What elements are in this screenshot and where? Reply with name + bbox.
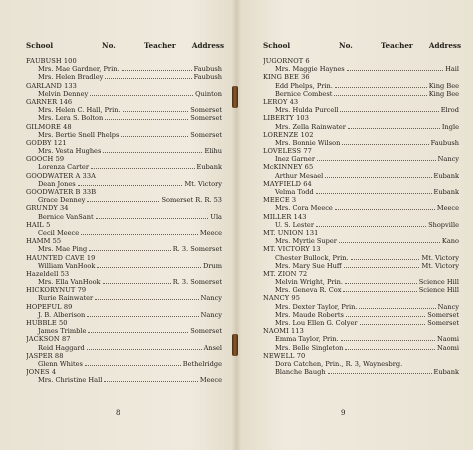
teacher-row [26, 311, 222, 319]
teacher-address: R. 3. Somerset [172, 278, 222, 287]
header-no: No. [339, 41, 353, 50]
teacher-name: James Trimble [38, 327, 87, 336]
teacher-row [26, 106, 222, 114]
teacher-name: Chester Bullock, Prin. [275, 253, 349, 262]
school-name: KING BEE 36 [263, 73, 310, 82]
teacher-name: Arthur Mesael [275, 171, 324, 180]
header-address: Address [191, 41, 224, 50]
school-entry [26, 155, 222, 171]
teacher-row [26, 196, 222, 204]
teacher-name: William VanHook [38, 261, 96, 270]
header-school: School [26, 41, 54, 50]
dot-leader [87, 344, 202, 350]
school-entry [263, 294, 459, 327]
dot-leader [340, 106, 438, 112]
teacher-row [263, 311, 459, 319]
header-school: School [263, 41, 291, 50]
teacher-name: Mrs. Geneva R. Cox [275, 286, 342, 295]
school-name: GOOCH 59 [26, 155, 65, 164]
school-name: JUGORNOT 6 [263, 57, 310, 65]
dot-leader [104, 376, 198, 382]
school-entry [26, 221, 222, 237]
teacher-row [263, 262, 459, 270]
school-name: HUBBLE 50 [26, 319, 68, 327]
teacher-address: Ula [210, 212, 222, 221]
school-entry [26, 188, 222, 204]
teacher-address: Eubank [433, 188, 459, 196]
teacher-name: Dean Jones [38, 179, 76, 188]
teacher-name: Mrs. Dexter Taylor, Prin. [275, 302, 358, 311]
teacher-address: Somerset R. R. 53 [161, 196, 222, 205]
school-name: MAYFIELD 64 [263, 179, 312, 188]
header-no: No. [102, 41, 116, 50]
school-name: GODBY 121 [26, 138, 67, 147]
dot-leader [87, 311, 198, 317]
teacher-name: Mrs. Cora Meece [275, 204, 333, 213]
teacher-address: R. 3. Somerset [172, 245, 222, 254]
teacher-address: Elihu [204, 147, 222, 156]
teacher-row [26, 73, 222, 81]
teacher-name: Mrs. Lou Ellen G. Colyer [275, 319, 358, 327]
dot-leader [347, 65, 443, 71]
dot-leader [345, 278, 417, 284]
school-entry [26, 139, 222, 155]
dot-leader [325, 172, 431, 178]
teacher-name: Rurie Rainwater [38, 294, 94, 303]
school-list [26, 57, 222, 385]
teacher-name: Grace Denney [38, 196, 86, 205]
teacher-address: Mt. Victory [421, 261, 459, 270]
dot-leader [123, 106, 189, 112]
teacher-row [26, 147, 222, 155]
teacher-name: J. B. Alberison [38, 310, 86, 319]
teacher-row [263, 286, 459, 294]
teacher-row [263, 221, 459, 229]
school-name: Hazeldell 53 [26, 269, 70, 278]
dot-leader [103, 278, 171, 284]
teacher-name: Edd Phelps, Prin. [275, 81, 333, 90]
school-entry [263, 229, 459, 245]
dot-leader [78, 180, 183, 186]
teacher-row [263, 155, 459, 163]
teacher-address: Somerset [190, 106, 222, 115]
teacher-row [26, 131, 222, 139]
teacher-name: Mrs. Mae Gardner, Prin. [38, 65, 120, 74]
school-entry [263, 245, 459, 270]
school-name: NEWELL 70 [263, 351, 306, 360]
dot-leader [122, 65, 192, 71]
dot-leader [317, 155, 436, 161]
school-name: GILMORE 48 [26, 122, 72, 131]
teacher-name: Bernice Combest [275, 89, 333, 98]
school-name: HAMM 55 [26, 237, 62, 246]
school-name: GARLAND 133 [26, 81, 77, 90]
school-entry [26, 57, 222, 82]
teacher-row [26, 114, 222, 122]
dot-leader [343, 286, 416, 292]
school-entry [26, 172, 222, 188]
teacher-name: Mrs. Helen C. Hall, Prin. [38, 106, 121, 115]
dot-leader [351, 254, 420, 260]
school-name: GOODWATER B 33B [26, 188, 97, 196]
school-entry [26, 254, 222, 270]
teacher-row [263, 65, 459, 73]
dot-leader [359, 303, 435, 309]
school-entry [26, 286, 222, 302]
school-entry [26, 368, 222, 384]
school-name: NANCY 95 [263, 294, 300, 303]
teacher-name: Mrs. Zella Rainwater [275, 122, 346, 131]
school-name: NAOMI 113 [263, 327, 304, 336]
teacher-name: Melvin Wright, Prin. [275, 278, 344, 287]
teacher-name: Mrs. Ella VanHook [38, 278, 101, 287]
teacher-row [26, 163, 222, 171]
teacher-address: Nancy [200, 294, 222, 303]
teacher-row [263, 254, 459, 262]
teacher-address: Naomi [436, 335, 459, 344]
teacher-row [263, 360, 459, 368]
teacher-row [26, 262, 222, 270]
header-teacher: Teacher [144, 41, 176, 50]
teacher-address: Eubank [196, 163, 222, 172]
teacher-row [26, 360, 222, 368]
teacher-address: Somerset [190, 327, 222, 336]
school-name: MT. VICTORY 13 [263, 245, 321, 254]
page-number: 8 [116, 409, 121, 417]
dot-leader [97, 262, 201, 268]
teacher-name: Mrs. Maude Roberts [275, 310, 344, 319]
school-entry [263, 180, 459, 196]
school-entry [26, 82, 222, 98]
left-page [0, 0, 236, 450]
teacher-name: Blanche Baugh [275, 368, 326, 377]
teacher-address: Mt. Victory [184, 179, 222, 188]
dot-leader [316, 221, 426, 227]
school-entry [263, 131, 459, 147]
teacher-row [26, 229, 222, 237]
school-name: JONES 4 [26, 368, 57, 377]
teacher-row [263, 278, 459, 286]
dot-leader [85, 360, 181, 366]
teacher-row [26, 344, 222, 352]
teacher-name: Melvin Denney [38, 89, 89, 98]
teacher-name: Mrs. Belle Singleton [275, 343, 344, 352]
school-name: MILLER 143 [263, 212, 307, 221]
teacher-name: Velma Todd [275, 188, 314, 196]
teacher-row [263, 335, 459, 343]
school-name: HICKORYNUT 79 [26, 286, 87, 295]
dot-leader [89, 245, 171, 251]
school-name: HAUNTED CAVE 19 [26, 253, 96, 262]
school-name: JACKSON 87 [26, 335, 71, 344]
teacher-row [26, 65, 222, 73]
teacher-address: Elrod [440, 106, 459, 115]
dot-leader [90, 90, 193, 96]
teacher-row [26, 245, 222, 253]
school-name: MEECE 3 [263, 196, 297, 205]
dot-leader [103, 147, 202, 153]
school-entry [263, 352, 459, 377]
teacher-address: Naomi [436, 343, 459, 352]
right-page [237, 0, 473, 450]
teacher-name: Inez Garner [275, 155, 315, 164]
column-header [26, 41, 224, 51]
dot-leader [342, 139, 428, 145]
school-entry [263, 270, 459, 295]
dot-leader [339, 237, 440, 243]
school-name: HAIL 5 [26, 220, 51, 229]
dot-leader [346, 311, 425, 317]
teacher-name: Mrs. Vesta Hughes [38, 147, 102, 156]
school-entry [263, 98, 459, 114]
teacher-name: Dora Catchen, Prin., R. 3, Waynesbrg. [275, 359, 403, 368]
teacher-name: Mrs. Bonnie Wilson [275, 138, 341, 147]
school-entry [263, 73, 459, 98]
teacher-row [263, 344, 459, 352]
teacher-row [263, 139, 459, 147]
teacher-address: Shopville [428, 220, 459, 229]
school-name: LORENZE 102 [263, 130, 314, 139]
teacher-row [263, 368, 459, 376]
teacher-row [26, 213, 222, 221]
dot-leader [404, 360, 457, 365]
school-name: GOODWATER A 33A [26, 171, 96, 180]
teacher-name: Lorenza Carter [38, 163, 89, 172]
teacher-name: Glenn Whites [38, 359, 83, 368]
staple-bottom [232, 334, 238, 356]
teacher-row [26, 327, 222, 335]
dot-leader [360, 319, 426, 325]
teacher-address: King Bee [428, 89, 459, 98]
dot-leader [105, 114, 188, 120]
teacher-row [26, 180, 222, 188]
school-entry [26, 98, 222, 123]
dot-leader [328, 368, 432, 374]
teacher-row [263, 123, 459, 131]
school-entry [26, 270, 222, 286]
dot-leader [335, 82, 427, 88]
header-teacher: Teacher [381, 41, 413, 50]
teacher-address: Hail [445, 65, 459, 74]
school-name: JASPER 88 [26, 351, 64, 360]
school-entry [263, 327, 459, 352]
teacher-name: Mrs. Helen Bradley [38, 73, 104, 82]
dot-leader [105, 73, 191, 79]
teacher-name: Mrs. Maggie Haynes [275, 65, 345, 74]
school-name: McKINNEY 65 [263, 163, 314, 172]
school-entry [263, 196, 459, 212]
page-number: 9 [341, 409, 346, 417]
teacher-address: Meece [199, 376, 222, 385]
teacher-address: Eubank [433, 171, 459, 180]
dot-leader [335, 204, 435, 210]
teacher-address: Drum [203, 261, 222, 270]
dot-leader [81, 229, 198, 235]
teacher-address: Kano [441, 237, 459, 246]
school-entry [26, 123, 222, 139]
teacher-row [263, 172, 459, 180]
dot-leader [316, 188, 432, 194]
school-entry [26, 319, 222, 335]
header-address: Address [428, 41, 461, 50]
dot-leader [334, 90, 426, 96]
dot-leader [91, 163, 195, 169]
teacher-name: Mrs. Hulda Purcell [275, 106, 339, 115]
teacher-name: Bernice VanSant [38, 212, 94, 221]
teacher-row [263, 188, 459, 196]
school-entry [263, 147, 459, 163]
teacher-address: Nancy [437, 302, 459, 311]
teacher-row [26, 294, 222, 302]
teacher-name: Mrs. Bertie Snell Phelps [38, 130, 120, 139]
teacher-address: Somerset [427, 319, 459, 327]
teacher-address: Somerset [190, 114, 222, 123]
teacher-address: Bethelridge [182, 359, 222, 368]
teacher-row [26, 376, 222, 384]
school-entry [263, 213, 459, 229]
school-name: FAUBUSH 100 [26, 57, 77, 65]
teacher-address: Somerset [190, 130, 222, 139]
teacher-name: Mrs. Mary Sue Huff [275, 261, 342, 270]
school-entry [263, 57, 459, 73]
teacher-name: Mrs. Christine Hall [38, 376, 103, 385]
school-name: LIBERTY 103 [263, 114, 310, 123]
teacher-name: Mrs. Lera S. Bolton [38, 114, 104, 123]
teacher-name: Reid Haggard [38, 343, 85, 352]
school-name: GRUNDY 34 [26, 204, 69, 213]
teacher-address: Faubush [430, 138, 459, 147]
teacher-address: Meece [436, 204, 459, 213]
dot-leader [344, 262, 420, 268]
teacher-row [263, 237, 459, 245]
teacher-address: King Bee [428, 81, 459, 90]
teacher-name: Mrs. Myrtie Super [275, 237, 337, 246]
school-entry [26, 335, 222, 351]
teacher-row [26, 278, 222, 286]
teacher-address: Science Hill [418, 286, 459, 295]
school-list [263, 57, 459, 376]
dot-leader [87, 196, 159, 202]
teacher-row [263, 90, 459, 98]
school-entry [26, 237, 222, 253]
teacher-row [263, 106, 459, 114]
school-entry [26, 352, 222, 368]
teacher-row [26, 90, 222, 98]
column-header [263, 41, 461, 51]
dot-leader [345, 344, 435, 350]
school-name: LOVELESS 77 [263, 147, 312, 156]
dot-leader [95, 294, 198, 300]
school-name: HOPEFUL 89 [26, 302, 73, 311]
dot-leader [96, 213, 209, 219]
school-entry [26, 303, 222, 319]
dot-leader [348, 123, 440, 129]
school-name: LEROY 43 [263, 97, 299, 106]
school-name: MT. UNION 131 [263, 228, 319, 237]
school-entry [26, 204, 222, 220]
teacher-name: Cecil Meece [38, 228, 80, 237]
school-name: MT. ZION 72 [263, 269, 308, 278]
teacher-name: Mrs. Mae Ping [38, 245, 88, 254]
teacher-address: Nancy [200, 310, 222, 319]
teacher-address: Mt. Victory [421, 253, 459, 262]
teacher-address: Quinton [195, 89, 222, 98]
teacher-address: Science Hill [418, 278, 459, 287]
dot-leader [341, 335, 435, 341]
staple-top [232, 86, 238, 108]
teacher-address: Meece [199, 228, 222, 237]
teacher-name: Emma Taylor, Prin. [275, 335, 339, 344]
teacher-row [263, 204, 459, 212]
school-entry [263, 163, 459, 179]
teacher-address: Ingle [441, 122, 459, 131]
teacher-address: Eubank [433, 368, 459, 377]
teacher-address: Nancy [437, 155, 459, 164]
dot-leader [88, 327, 188, 333]
school-entry [263, 114, 459, 130]
teacher-row [263, 82, 459, 90]
dot-leader [121, 131, 188, 137]
teacher-address: Somerset [427, 310, 459, 319]
teacher-address: Ansel [203, 343, 222, 352]
teacher-address: Faubush [193, 65, 222, 74]
teacher-row [263, 319, 459, 327]
teacher-name: U. S. Lester [275, 220, 314, 229]
school-name: GARNER 146 [26, 97, 73, 106]
teacher-address: Faubush [193, 73, 222, 82]
teacher-row [263, 303, 459, 311]
